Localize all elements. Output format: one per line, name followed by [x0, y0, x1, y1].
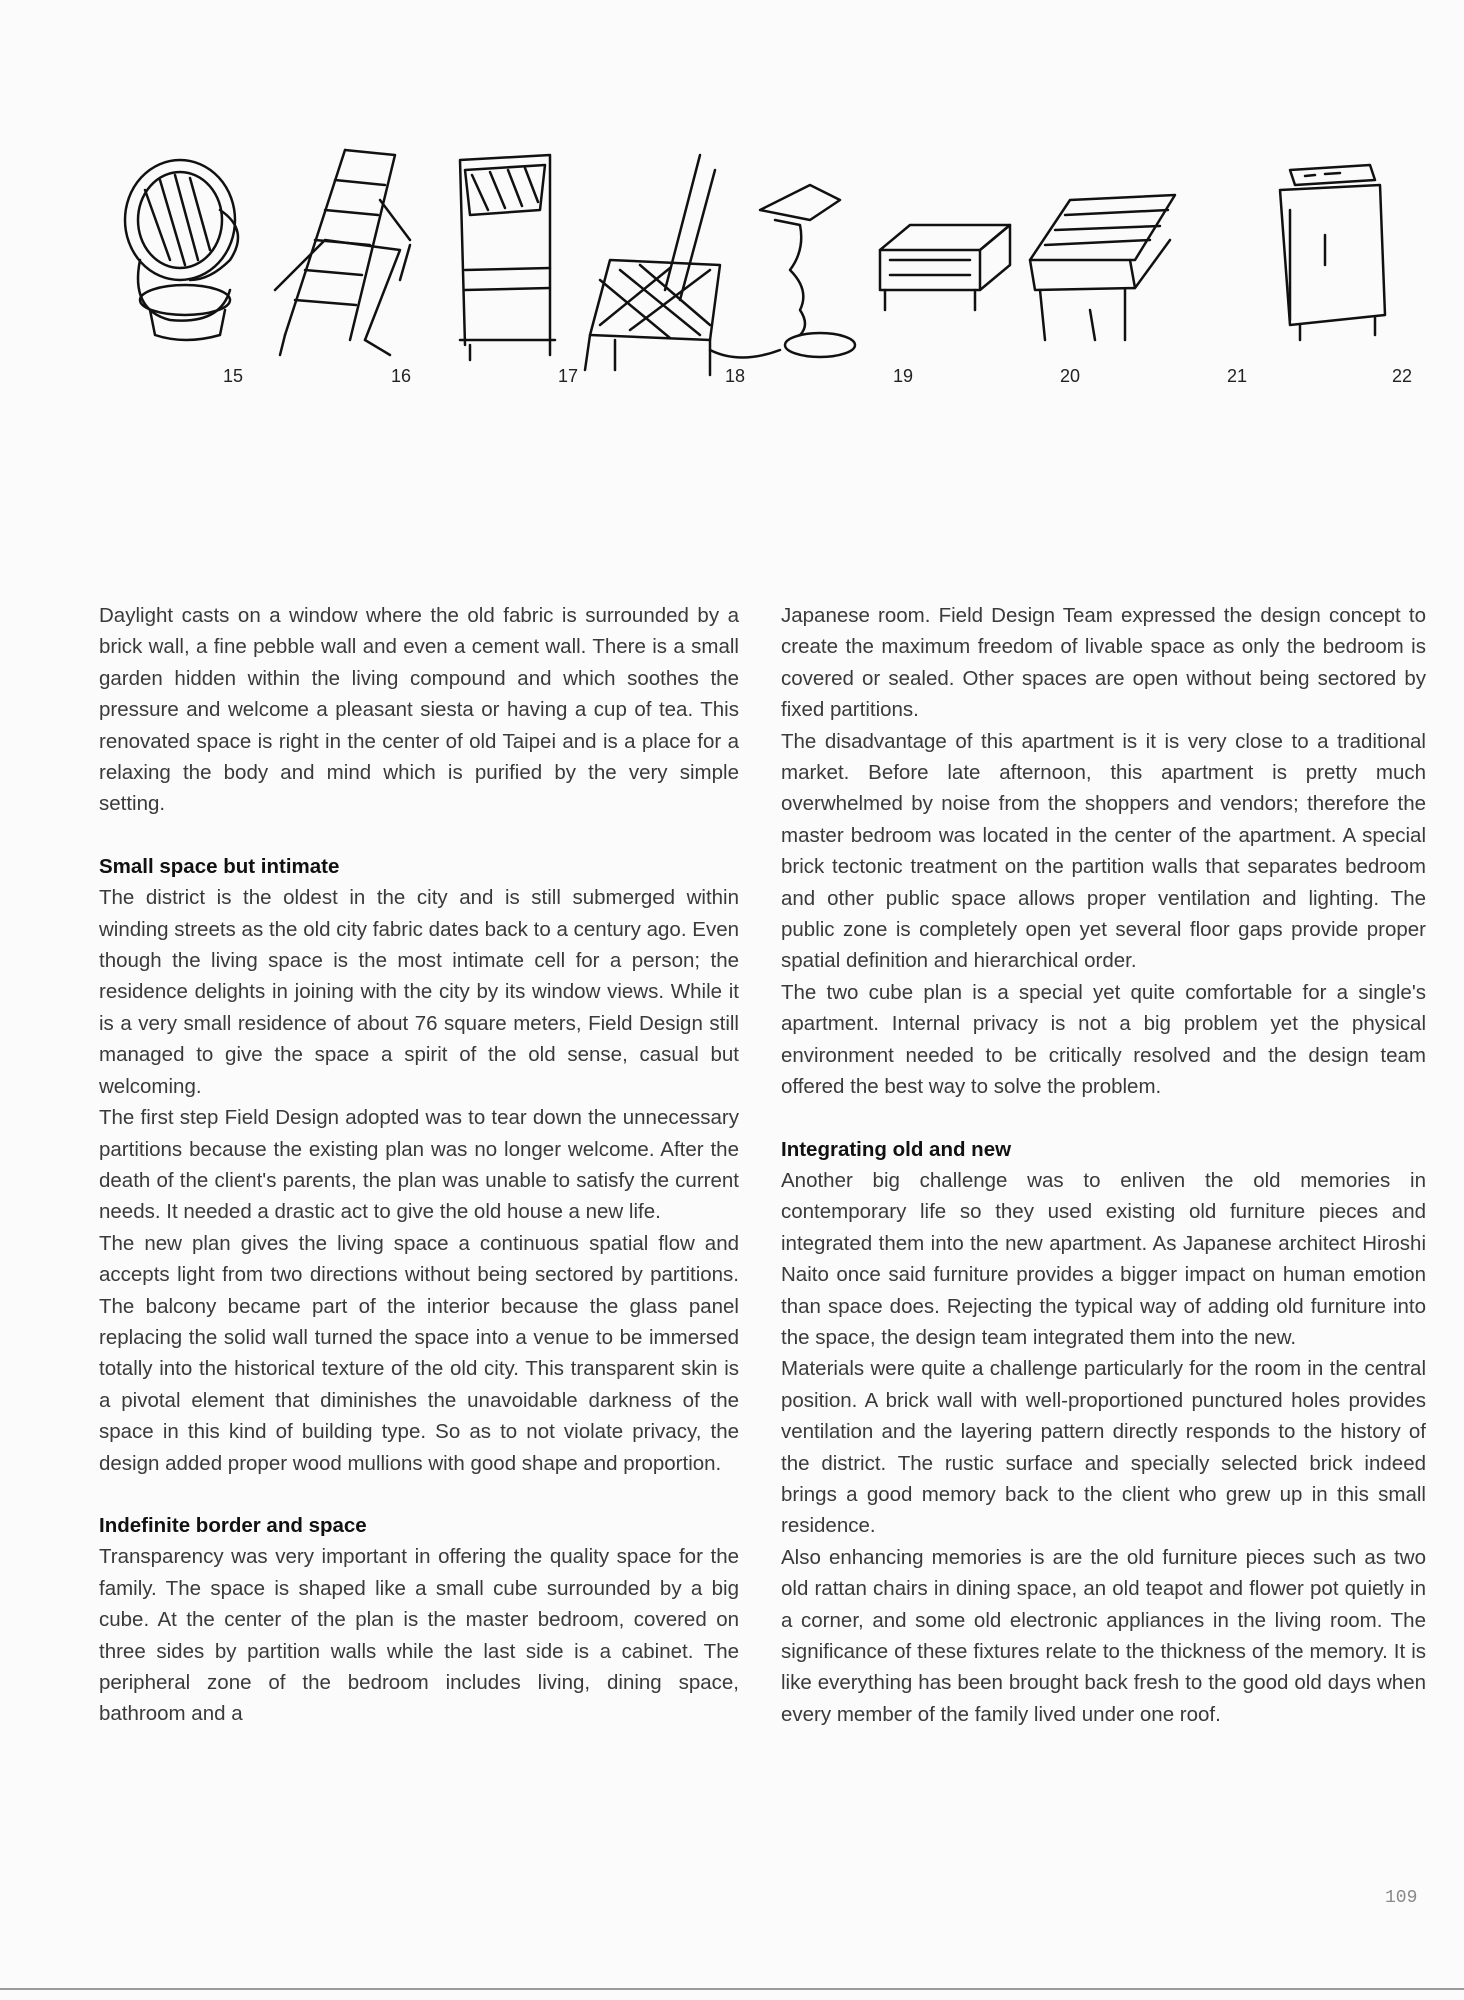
sketch-number-21: 21 — [1227, 366, 1248, 386]
cabinet-sketch — [1280, 165, 1385, 340]
section-gap — [781, 1103, 1426, 1134]
body-paragraph: The disadvantage of this apartment is it is very close to a traditional market. Before late afternoon, this apartment is pretty much overwhelmed by noise from the shoppers and vendors; therefore the master bedroom was located in the center of the apartment. A special brick tectonic treatment on the partition walls that separates bedroom and other public space allows proper ventilation and lighting. The public zone is completely open yet several floor gaps provide proper spatial definition and hierarchical order. — [781, 729, 1426, 973]
sketch-number-18: 18 — [725, 366, 746, 386]
body-paragraph: The first step Field Design adopted was to tear down the unnecessary partitions because the existing plan was no longer welcome. After the death of the client's parents, the plan was unable to satisfy the current needs. It needed a drastic act to give the old house a new life. — [99, 1106, 739, 1224]
slat-back-chair-sketch — [460, 155, 555, 360]
body-paragraph: Another big challenge was to enliven the old memories in contemporary life so they used existing old furniture pieces and integrated them into the new apartment. As Japanese architect Hiroshi Naito once said furniture provides a bigger impact on human emotion than space does. Rejecting the typical way of adding old furniture into the space, the design team integrated them into the new. — [781, 1168, 1426, 1349]
section-gap — [99, 820, 739, 851]
sketch-number-22: 22 — [1392, 366, 1413, 386]
rattan-chair-sketch — [125, 160, 238, 340]
page-number: 109 — [1385, 1888, 1418, 1908]
body-paragraph: The two cube plan is a special yet quite comfortable for a single's apartment. Internal privacy is not a big problem yet the physical environment needed to be critically resolved and the design team offered the best way to solve the problem. — [781, 980, 1426, 1099]
body-paragraph: Daylight casts on a window where the old fabric is surrounded by a brick wall, a fine pebble wall and even a cement wall. There is a small garden hidden within the living compound and which soothes the pressure and welcome a pleasant siesta or having a cup of tea. This renovated space is right in the center of old Taipei and is a place for a relaxing the body and mind which is purified by the very simple setting. — [99, 604, 739, 816]
woven-chair-sketch — [585, 155, 720, 375]
low-table-sketch — [880, 225, 1010, 310]
sketch-number-20: 20 — [1060, 366, 1081, 386]
lounge-chair-sketch — [275, 150, 410, 355]
sketch-number-17: 17 — [558, 366, 579, 386]
sketch-number-19: 19 — [893, 366, 914, 386]
section-heading: Integrating old and new — [781, 1137, 1012, 1161]
footer-rule — [0, 1988, 1464, 1990]
sketch-number-15: 15 — [223, 366, 244, 386]
body-paragraph: Materials were quite a challenge particularly for the room in the central position. A brick wall with well-proportioned punctured holes provides ventilation and the layering pattern directly responds to the history of the district. The rustic surface and specially selected brick indeed brings a good memory back to the client who grew up in this small residence. — [781, 1357, 1426, 1538]
right-text-column — [781, 600, 1426, 1730]
section-heading: Small space but intimate — [99, 854, 340, 878]
body-paragraph: The new plan gives the living space a continuous spatial flow and accepts light from two directions without being sectored by partitions. The balcony became part of the interior because the glass panel replacing the solid wall turned the space into a venue to be immersed totally into the historical texture of the old city. This transparent skin is a pivotal element that diminishes the unavoidable darkness of the space in this kind of building type. So as to not violate privacy, the design added proper wood mullions with good shape and proportion. — [99, 1231, 739, 1475]
left-text-column — [99, 600, 739, 1730]
furniture-sketch-strip — [110, 140, 1413, 390]
side-table-sketch — [1030, 195, 1175, 340]
sketch-number-16: 16 — [391, 366, 412, 386]
body-paragraph: Japanese room. Field Design Team expressed the design concept to create the maximum freedom of livable space as only the bedroom is covered or sealed. Other spaces are open without being sectored by fixed partitions. — [781, 604, 1426, 722]
body-paragraph: Transparency was very important in offering the quality space for the family. The space is shaped like a small cube surrounded by a big cube. At the center of the plan is the master bedroom, covered on three sides by partition walls while the last side is a cabinet. The peripheral zone of the bedroom includes living, dining space, bathroom and a — [99, 1545, 739, 1726]
body-paragraph: Also enhancing memories is are the old furniture pieces such as two old rattan chairs in dining space, an old teapot and flower pot quietly in a corner, and some old electronic appliances in the living room. The significance of these fixtures relate to the thickness of the memory. It is like everything has been brought back fresh to the good old days when every member of the family lived under one roof. — [781, 1545, 1426, 1726]
body-paragraph: The district is the oldest in the city and is still submerged within winding streets as the old city fabric dates back to a century ago. Even though the living space is the most intimate cell for a person; the residence delights in joining with the city by its window views. While it is a very small residence of about 76 square meters, Field Design still managed to give the space a spirit of the old sense, casual but welcoming. — [99, 886, 739, 1098]
section-heading: Indefinite border and space — [99, 1513, 367, 1537]
desk-lamp-sketch — [710, 185, 855, 358]
section-gap — [99, 1479, 739, 1510]
